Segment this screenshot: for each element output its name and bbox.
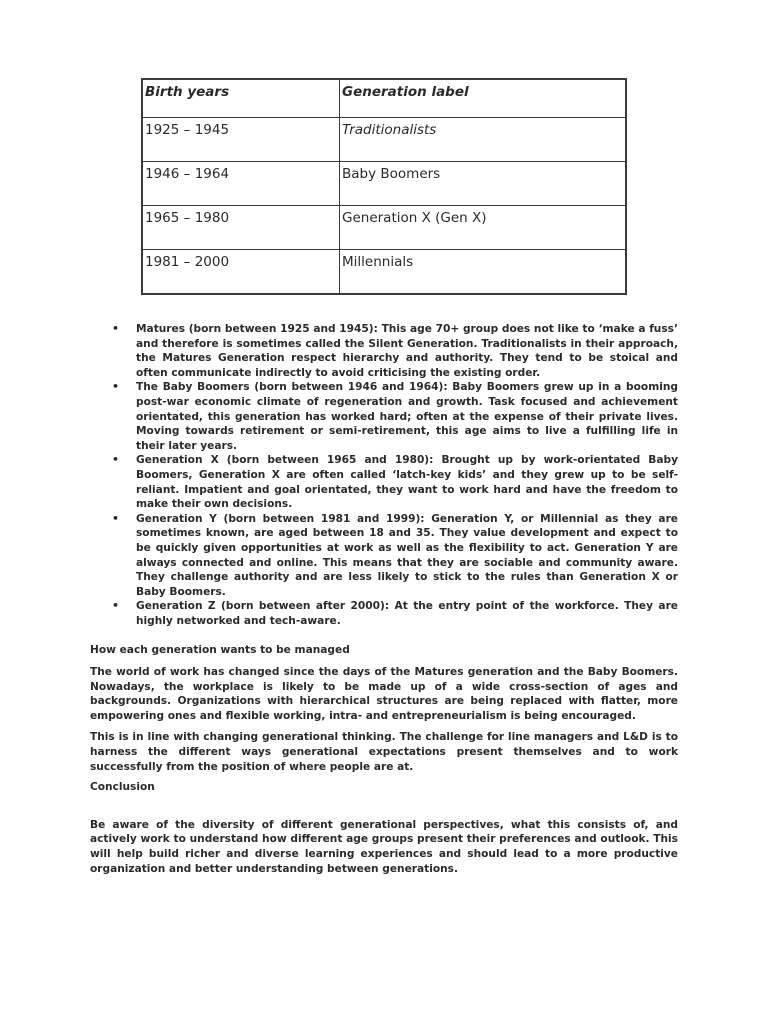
table-row (142, 162, 626, 206)
table-row (142, 118, 626, 162)
list-item-text: Generation Z (born between after 2000): At the entry point of the workforce. They are highly networked and tech-aware. (136, 600, 678, 627)
bullet-icon: • (112, 380, 120, 394)
list-item-text: The Baby Boomers (born between 1946 and 1964): Baby Boomers grew up in a booming post-war economic climate of regeneration and growth. Task focused and achievement orientated, this generation has worked hard; often at the expense of their private lives. Moving towards retirement or semi-retirement, this age aims to live a fulfilling life in their later years. (136, 381, 678, 452)
cell-birth-years: 1965 – 1980 (142, 206, 340, 250)
bullet-icon: • (112, 322, 120, 335)
list-item (90, 322, 678, 380)
cell-generation-label: Baby Boomers (340, 162, 627, 206)
conclusion-paragraph: Be aware of the diversity of different generational perspectives, what this consists of, and actively work to understand how different age groups present their preferences and outlook. This will help build richer and diverse learning experiences and should lead to a more productive organization and better understanding between generations. (90, 818, 678, 875)
list-item (90, 599, 678, 628)
bullet-icon: • (112, 511, 120, 525)
cell-generation-label: Millennials (340, 250, 627, 295)
list-item-text: Matures (born between 1925 and 1945): This age 70+ group does not like to ‘make a fuss’ and therefore is sometimes called the Silent Generation. Traditionalists in their approach, the Matures Generation respect hierarchy and authority. They tend to be stoical and often communicate indirectly to avoid criticising the existing order. (136, 323, 678, 379)
document-body (90, 322, 678, 876)
conclusion-heading: Conclusion (90, 781, 155, 794)
list-item (90, 512, 678, 600)
generation-table (141, 78, 627, 295)
cell-birth-years: 1925 – 1945 (142, 118, 340, 162)
bullet-icon: • (112, 599, 120, 613)
cell-generation-label: Traditionalists (340, 118, 627, 162)
paragraph-generational-thinking: This is in line with changing generational thinking. The challenge for line managers and L&D is to harness the different ways generational expectations present themselves and to work successfully from the position of where people are at. (90, 731, 678, 773)
generation-bullet-list (90, 322, 678, 628)
table-row (142, 206, 626, 250)
header-birth-years: Birth years (142, 79, 340, 118)
paragraph-workplace: The world of work has changed since the days of the Matures generation and the Baby Boomers. Nowadays, the workplace is likely to be made up of a wide cross-section of ages and backgrounds. Organizations with hierarchical structures are being replaced with flatter, more empowering ones and flexible working, intra- and entrepreneurialism is being encouraged. (90, 666, 678, 722)
bullet-icon: • (112, 453, 120, 467)
cell-generation-label: Generation X (Gen X) (340, 206, 627, 250)
list-item-text: Generation X (born between 1965 and 1980): Brought up by work-orientated Baby Boomers, Generation X are often called ‘latch-key kids’ and they grew up to be self-reliant. Impatient and goal orientated, they want to work hard and have the freedom to make their own decisions. (136, 454, 678, 511)
cell-birth-years: 1981 – 2000 (142, 250, 340, 295)
managed-heading: How each generation wants to be managed (90, 644, 350, 657)
cell-birth-years: 1946 – 1964 (142, 162, 340, 206)
list-item (90, 453, 678, 511)
table-row (142, 250, 626, 295)
table-header-row (142, 79, 626, 118)
list-item-text: Generation Y (born between 1981 and 1999): Generation Y, or Millennial as they are sometimes known, are aged between 18 and 35. They value development and expect to be quickly given opportunities at work as well as the flexibility to act. Generation Y are always connected and online. This means that they are sociable and community aware. They challenge authority and are less likely to stick to the rules than Generation X or Baby Boomers. (136, 512, 678, 598)
list-item (90, 380, 678, 453)
header-generation-label: Generation label (340, 79, 627, 118)
